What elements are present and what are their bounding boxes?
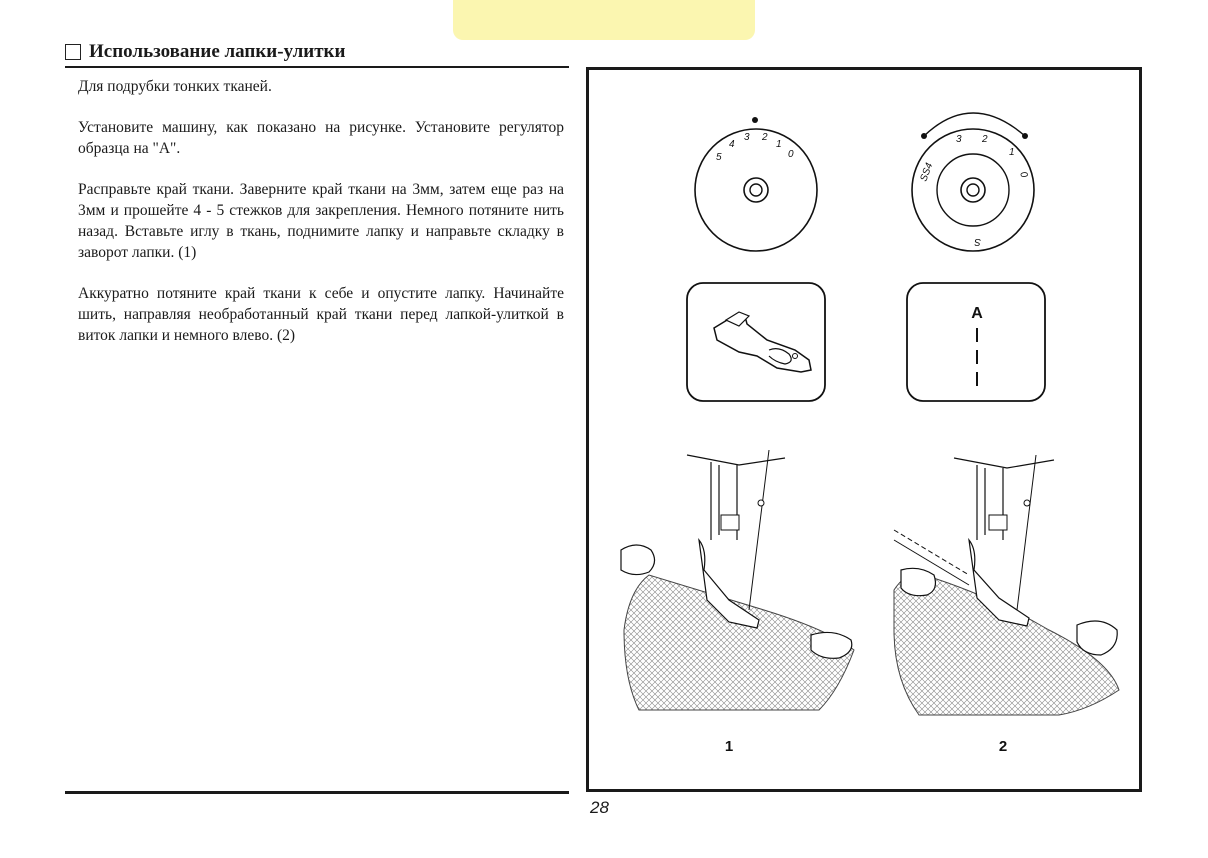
- sewing-illustration-1: [621, 450, 854, 755]
- dial-label: 3: [744, 132, 750, 143]
- illustration-panel: [586, 67, 1142, 792]
- dial-marker-dot: [752, 117, 758, 123]
- stitch-length-dial: [695, 117, 817, 251]
- dial-label: 0: [788, 149, 794, 160]
- paragraph-1: Для подрубки тонких тканей.: [78, 78, 272, 95]
- hand-icon: [1077, 621, 1117, 655]
- dial-label: 0: [1017, 170, 1030, 180]
- hand-icon: [901, 568, 935, 595]
- instructions-text: [78, 76, 564, 366]
- dial-label: 4: [729, 139, 735, 150]
- dial-label: 2: [762, 132, 768, 143]
- dial-label: 2: [982, 134, 988, 145]
- dial-label: 1: [1009, 147, 1015, 158]
- sewing-illustration-2: [894, 455, 1119, 755]
- pattern-letter: A: [971, 305, 983, 322]
- dial-label: 3: [956, 134, 962, 145]
- hand-icon: [621, 545, 655, 575]
- page-number: 28: [590, 798, 609, 817]
- hand-icon: [811, 632, 852, 658]
- dial-label: S: [974, 236, 981, 247]
- paragraph-3: Расправьте край ткани. Заверните край ткани на 3мм, затем еще раз на 3мм и прошейте 4 - 5 стежков для закрепления. Немного потяните нить назад. Вставьте иглу в ткань, поднимите лапку и направьте складку в заворот лапки. (1): [78, 181, 564, 261]
- section-header: [65, 40, 345, 64]
- stitch-width-dial: [912, 113, 1034, 251]
- top-rule: [65, 66, 569, 68]
- dial-label: SS4: [918, 161, 936, 184]
- illustration-svg: [589, 70, 1139, 789]
- pattern-card: [907, 283, 1045, 401]
- figure-label: 1: [724, 738, 734, 755]
- paragraph-2: Установите машину, как показано на рисунке. Установите регулятор образца на "A".: [78, 119, 564, 157]
- header-tab: [453, 0, 755, 40]
- dial-label: 5: [716, 152, 722, 163]
- bottom-rule: [65, 791, 569, 794]
- dial-label: 1: [776, 139, 782, 150]
- checkbox-icon: [65, 44, 81, 60]
- presser-foot-card: [687, 283, 825, 401]
- figure-label: 2: [998, 738, 1008, 755]
- section-title: Использование лапки-улитки: [89, 41, 346, 62]
- paragraph-4: Аккуратно потяните край ткани к себе и опустите лапку. Начинайте шить, направляя необработанный край ткани перед лапкой-улиткой в виток лапки и немного влево. (2): [78, 285, 564, 344]
